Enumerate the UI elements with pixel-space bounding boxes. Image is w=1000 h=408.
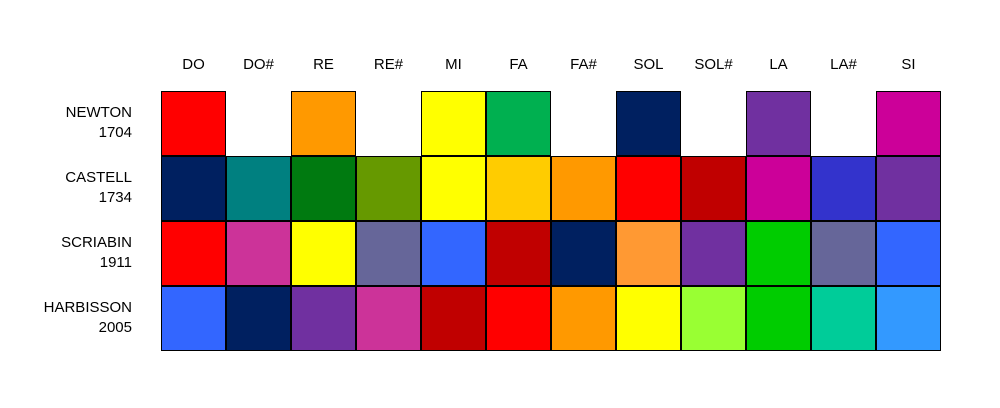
color-cell-harbisson-do: [161, 286, 226, 351]
color-cell-newton-si: [876, 91, 941, 156]
color-cell-harbisson-re: [291, 286, 356, 351]
row-year: 2005: [98, 319, 132, 336]
color-cell-castell-la: [746, 156, 811, 221]
color-cell-castell-sol-sharp: [681, 156, 746, 221]
row-name: SCRIABIN: [61, 234, 132, 251]
color-cell-castell-sol: [616, 156, 681, 221]
color-cell-harbisson-do-sharp: [226, 286, 291, 351]
color-cell-scriabin-re: [291, 221, 356, 286]
color-cell-scriabin-fa-sharp: [551, 221, 616, 286]
color-cell-newton-sol-sharp: [681, 91, 746, 156]
note-label-do: DO: [182, 56, 205, 73]
color-cell-castell-fa-sharp: [551, 156, 616, 221]
row-label-newton: [0, 103, 132, 143]
color-cell-scriabin-mi: [421, 221, 486, 286]
row-label-scriabin: [0, 233, 132, 273]
row-name: NEWTON: [65, 104, 132, 121]
color-cell-newton-la: [746, 91, 811, 156]
color-cell-scriabin-re-sharp: [356, 221, 421, 286]
color-cell-harbisson-mi: [421, 286, 486, 351]
color-cell-newton-mi: [421, 91, 486, 156]
color-cell-scriabin-la-sharp: [811, 221, 876, 286]
note-label-mi: MI: [445, 56, 462, 73]
color-cell-scriabin-do: [161, 221, 226, 286]
color-cell-scriabin-do-sharp: [226, 221, 291, 286]
color-cell-newton-la-sharp: [811, 91, 876, 156]
color-cell-newton-do: [161, 91, 226, 156]
color-cell-harbisson-sol: [616, 286, 681, 351]
color-cell-harbisson-la: [746, 286, 811, 351]
color-cell-harbisson-re-sharp: [356, 286, 421, 351]
note-label-sol-sharp: SOL#: [694, 56, 733, 73]
color-cell-newton-fa-sharp: [551, 91, 616, 156]
color-cell-scriabin-fa: [486, 221, 551, 286]
color-cell-harbisson-fa-sharp: [551, 286, 616, 351]
row-year: 1734: [98, 189, 132, 206]
color-cell-castell-re: [291, 156, 356, 221]
color-cell-castell-do: [161, 156, 226, 221]
row-name: CASTELL: [65, 169, 132, 186]
color-cell-castell-mi: [421, 156, 486, 221]
color-cell-castell-re-sharp: [356, 156, 421, 221]
color-cell-harbisson-fa: [486, 286, 551, 351]
note-label-si: SI: [901, 56, 916, 73]
row-year: 1911: [99, 254, 132, 271]
color-cell-harbisson-sol-sharp: [681, 286, 746, 351]
row-label-harbisson: [0, 298, 132, 338]
color-cell-castell-fa: [486, 156, 551, 221]
color-cell-castell-la-sharp: [811, 156, 876, 221]
row-label-castell: [0, 168, 132, 208]
note-label-re-sharp: RE#: [373, 56, 404, 73]
color-cell-harbisson-la-sharp: [811, 286, 876, 351]
color-cell-newton-sol: [616, 91, 681, 156]
color-cell-scriabin-sol-sharp: [681, 221, 746, 286]
color-cell-newton-re: [291, 91, 356, 156]
note-label-sol: SOL: [633, 56, 664, 73]
row-name: HARBISSON: [43, 299, 132, 316]
note-label-fa-sharp: FA#: [570, 56, 597, 73]
row-year: 1704: [98, 124, 132, 141]
color-cell-newton-fa: [486, 91, 551, 156]
color-cell-newton-re-sharp: [356, 91, 421, 156]
note-label-la-sharp: LA#: [830, 56, 857, 73]
note-label-la: LA: [769, 56, 788, 73]
color-cell-scriabin-si: [876, 221, 941, 286]
note-label-fa: FA: [509, 56, 528, 73]
note-label-do-sharp: DO#: [243, 56, 274, 73]
note-label-re: RE: [313, 56, 334, 73]
color-cell-castell-do-sharp: [226, 156, 291, 221]
color-cell-newton-do-sharp: [226, 91, 291, 156]
color-cell-scriabin-sol: [616, 221, 681, 286]
color-cell-scriabin-la: [746, 221, 811, 286]
color-cell-castell-si: [876, 156, 941, 221]
color-cell-harbisson-si: [876, 286, 941, 351]
